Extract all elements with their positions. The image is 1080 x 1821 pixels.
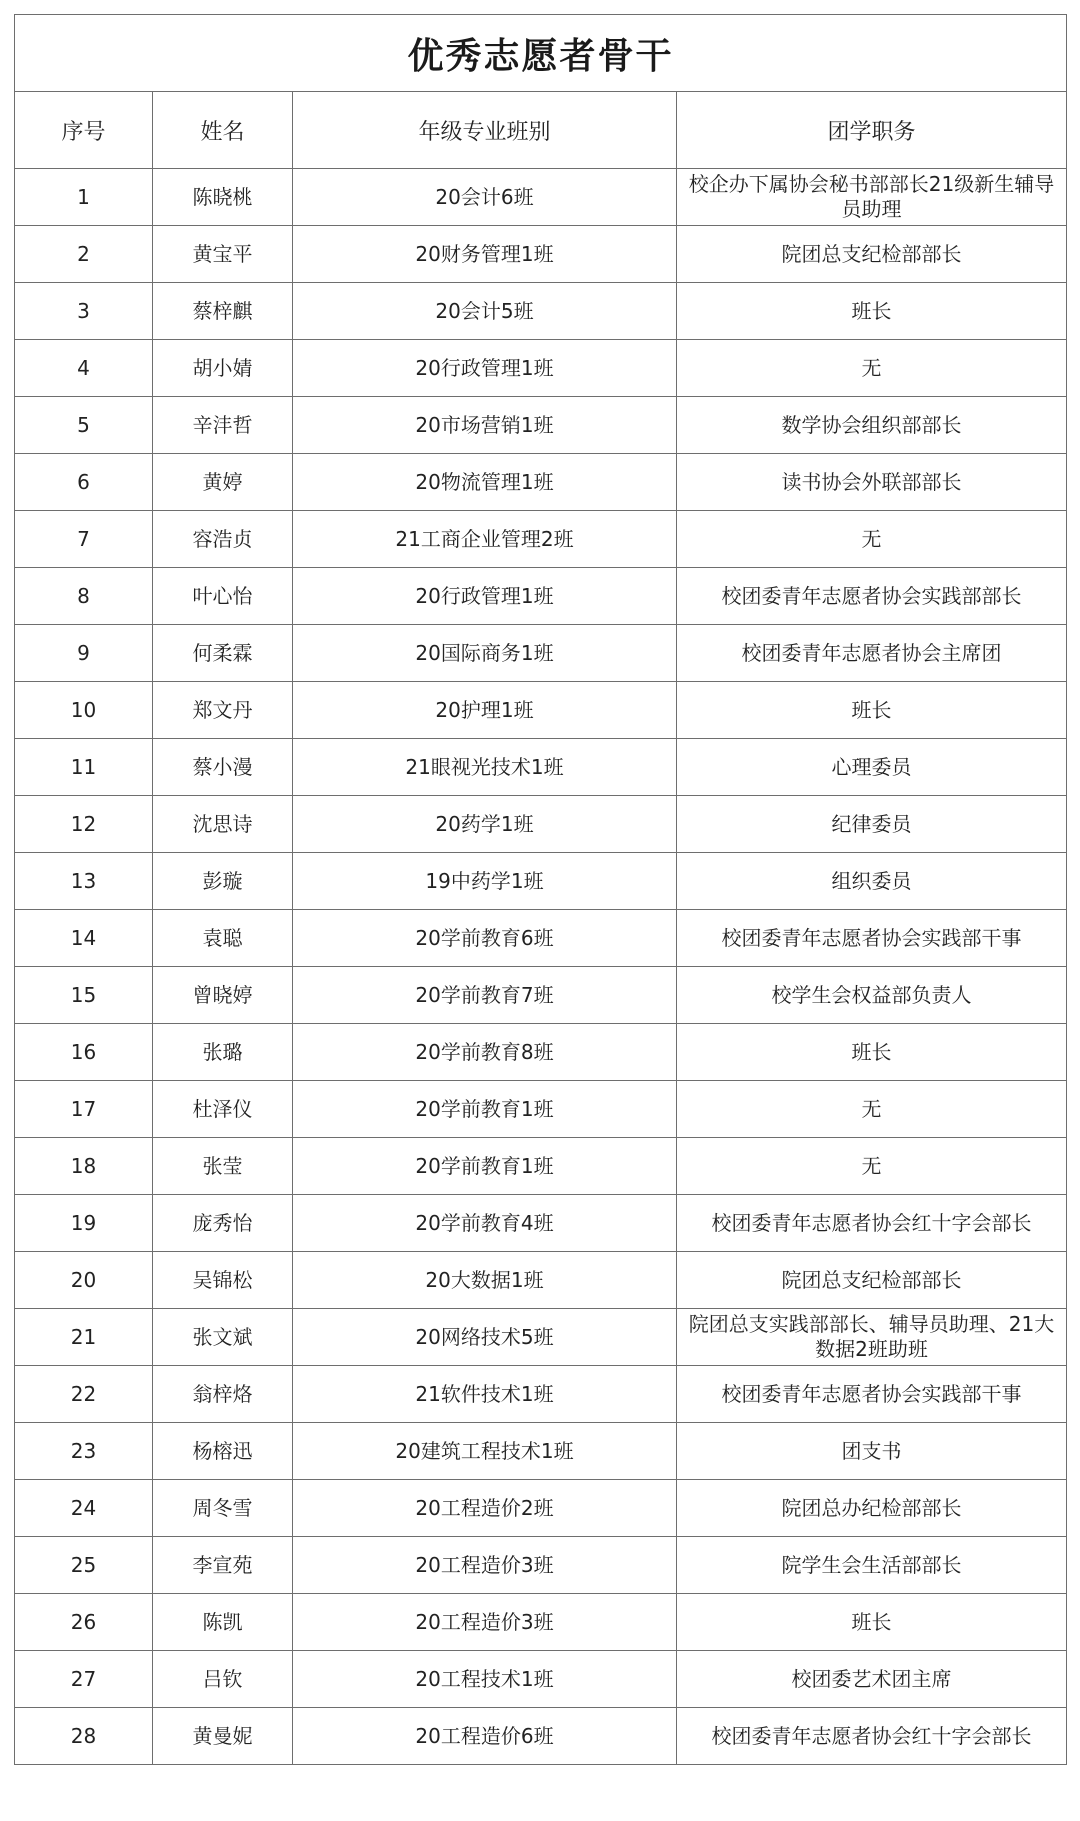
table-row [15, 568, 1067, 625]
cell-role: 校团委青年志愿者协会实践部干事 [677, 1366, 1067, 1423]
cell-role: 校企办下属协会秘书部部长21级新生辅导员助理 [677, 169, 1067, 226]
table-row [15, 682, 1067, 739]
cell-no: 8 [15, 568, 153, 625]
cell-class: 20大数据1班 [293, 1252, 677, 1309]
cell-no: 20 [15, 1252, 153, 1309]
cell-name: 李宣苑 [153, 1537, 293, 1594]
cell-role: 心理委员 [677, 739, 1067, 796]
table-row [15, 739, 1067, 796]
table-row [15, 1537, 1067, 1594]
cell-class: 19中药学1班 [293, 853, 677, 910]
cell-role: 无 [677, 340, 1067, 397]
cell-no: 3 [15, 283, 153, 340]
cell-class: 20会计5班 [293, 283, 677, 340]
cell-role: 班长 [677, 1024, 1067, 1081]
cell-role: 无 [677, 1081, 1067, 1138]
cell-class: 20财务管理1班 [293, 226, 677, 283]
cell-no: 5 [15, 397, 153, 454]
table-row [15, 796, 1067, 853]
cell-class: 20学前教育6班 [293, 910, 677, 967]
cell-name: 吴锦松 [153, 1252, 293, 1309]
cell-class: 20网络技术5班 [293, 1309, 677, 1366]
table-row [15, 226, 1067, 283]
cell-name: 叶心怡 [153, 568, 293, 625]
cell-no: 15 [15, 967, 153, 1024]
cell-class: 20工程造价6班 [293, 1708, 677, 1765]
header-role: 团学职务 [677, 92, 1067, 169]
cell-role: 校团委青年志愿者协会红十字会部长 [677, 1195, 1067, 1252]
table-row [15, 1651, 1067, 1708]
cell-name: 袁聪 [153, 910, 293, 967]
cell-no: 10 [15, 682, 153, 739]
cell-class: 20药学1班 [293, 796, 677, 853]
cell-no: 7 [15, 511, 153, 568]
cell-no: 19 [15, 1195, 153, 1252]
cell-class: 20市场营销1班 [293, 397, 677, 454]
cell-no: 4 [15, 340, 153, 397]
cell-role: 班长 [677, 682, 1067, 739]
cell-name: 陈凯 [153, 1594, 293, 1651]
table-row [15, 625, 1067, 682]
cell-no: 18 [15, 1138, 153, 1195]
header-class: 年级专业班别 [293, 92, 677, 169]
cell-name: 郑文丹 [153, 682, 293, 739]
cell-role: 班长 [677, 1594, 1067, 1651]
cell-class: 20工程造价3班 [293, 1594, 677, 1651]
cell-no: 13 [15, 853, 153, 910]
table-row [15, 1480, 1067, 1537]
cell-name: 张璐 [153, 1024, 293, 1081]
table-row [15, 910, 1067, 967]
cell-class: 21工商企业管理2班 [293, 511, 677, 568]
volunteer-table [14, 14, 1067, 1765]
table-row [15, 1708, 1067, 1765]
header-row [15, 92, 1067, 169]
cell-name: 吕钦 [153, 1651, 293, 1708]
cell-role: 院学生会生活部部长 [677, 1537, 1067, 1594]
cell-no: 12 [15, 796, 153, 853]
cell-name: 蔡梓麒 [153, 283, 293, 340]
table-row [15, 283, 1067, 340]
cell-name: 辛沣哲 [153, 397, 293, 454]
cell-class: 20学前教育1班 [293, 1138, 677, 1195]
cell-no: 26 [15, 1594, 153, 1651]
cell-class: 20学前教育7班 [293, 967, 677, 1024]
cell-name: 杜泽仪 [153, 1081, 293, 1138]
cell-role: 院团总支纪检部部长 [677, 226, 1067, 283]
cell-name: 容浩贞 [153, 511, 293, 568]
cell-name: 庞秀怡 [153, 1195, 293, 1252]
cell-no: 25 [15, 1537, 153, 1594]
table-row [15, 1423, 1067, 1480]
table-row [15, 1252, 1067, 1309]
cell-class: 20行政管理1班 [293, 568, 677, 625]
cell-name: 杨榕迅 [153, 1423, 293, 1480]
table-row [15, 1309, 1067, 1366]
cell-no: 14 [15, 910, 153, 967]
volunteer-table-sheet [14, 14, 1066, 1765]
cell-name: 蔡小漫 [153, 739, 293, 796]
cell-role: 院团总办纪检部部长 [677, 1480, 1067, 1537]
table-row [15, 853, 1067, 910]
cell-name: 何柔霖 [153, 625, 293, 682]
table-title: 优秀志愿者骨干 [15, 15, 1067, 92]
cell-class: 20工程技术1班 [293, 1651, 677, 1708]
cell-no: 28 [15, 1708, 153, 1765]
cell-role: 院团总支纪检部部长 [677, 1252, 1067, 1309]
cell-role: 校学生会权益部负责人 [677, 967, 1067, 1024]
cell-role: 团支书 [677, 1423, 1067, 1480]
cell-role: 校团委青年志愿者协会实践部干事 [677, 910, 1067, 967]
cell-name: 沈思诗 [153, 796, 293, 853]
cell-role: 院团总支实践部部长、辅导员助理、21大数据2班助班 [677, 1309, 1067, 1366]
cell-class: 21眼视光技术1班 [293, 739, 677, 796]
cell-no: 2 [15, 226, 153, 283]
cell-name: 曾晓婷 [153, 967, 293, 1024]
cell-class: 20行政管理1班 [293, 340, 677, 397]
table-row [15, 1024, 1067, 1081]
cell-role: 数学协会组织部部长 [677, 397, 1067, 454]
table-row [15, 1594, 1067, 1651]
cell-name: 黄宝平 [153, 226, 293, 283]
cell-class: 20工程造价3班 [293, 1537, 677, 1594]
cell-no: 22 [15, 1366, 153, 1423]
table-body [15, 169, 1067, 1765]
cell-name: 张莹 [153, 1138, 293, 1195]
cell-no: 1 [15, 169, 153, 226]
cell-role: 纪律委员 [677, 796, 1067, 853]
cell-role: 班长 [677, 283, 1067, 340]
table-row [15, 454, 1067, 511]
cell-class: 20学前教育4班 [293, 1195, 677, 1252]
cell-class: 20工程造价2班 [293, 1480, 677, 1537]
cell-no: 24 [15, 1480, 153, 1537]
cell-role: 校团委青年志愿者协会主席团 [677, 625, 1067, 682]
cell-role: 校团委青年志愿者协会实践部部长 [677, 568, 1067, 625]
cell-class: 20建筑工程技术1班 [293, 1423, 677, 1480]
cell-role: 组织委员 [677, 853, 1067, 910]
cell-no: 9 [15, 625, 153, 682]
cell-role: 无 [677, 1138, 1067, 1195]
table-row [15, 511, 1067, 568]
cell-no: 6 [15, 454, 153, 511]
cell-role: 校团委青年志愿者协会红十字会部长 [677, 1708, 1067, 1765]
table-row [15, 1366, 1067, 1423]
cell-name: 陈晓桃 [153, 169, 293, 226]
cell-no: 17 [15, 1081, 153, 1138]
cell-no: 23 [15, 1423, 153, 1480]
cell-class: 20国际商务1班 [293, 625, 677, 682]
cell-name: 彭璇 [153, 853, 293, 910]
cell-name: 周冬雪 [153, 1480, 293, 1537]
table-row [15, 1138, 1067, 1195]
cell-role: 校团委艺术团主席 [677, 1651, 1067, 1708]
table-row [15, 340, 1067, 397]
table-row [15, 169, 1067, 226]
table-row [15, 967, 1067, 1024]
cell-class: 20学前教育1班 [293, 1081, 677, 1138]
cell-no: 16 [15, 1024, 153, 1081]
table-row [15, 1195, 1067, 1252]
cell-class: 20护理1班 [293, 682, 677, 739]
cell-name: 黄曼妮 [153, 1708, 293, 1765]
cell-class: 20会计6班 [293, 169, 677, 226]
cell-name: 黄婷 [153, 454, 293, 511]
cell-name: 翁梓烙 [153, 1366, 293, 1423]
cell-no: 11 [15, 739, 153, 796]
header-no: 序号 [15, 92, 153, 169]
table-row [15, 397, 1067, 454]
cell-name: 张文斌 [153, 1309, 293, 1366]
cell-class: 20物流管理1班 [293, 454, 677, 511]
cell-role: 无 [677, 511, 1067, 568]
cell-no: 21 [15, 1309, 153, 1366]
cell-no: 27 [15, 1651, 153, 1708]
cell-class: 21软件技术1班 [293, 1366, 677, 1423]
table-row [15, 1081, 1067, 1138]
cell-role: 读书协会外联部部长 [677, 454, 1067, 511]
header-name: 姓名 [153, 92, 293, 169]
cell-name: 胡小婧 [153, 340, 293, 397]
cell-class: 20学前教育8班 [293, 1024, 677, 1081]
